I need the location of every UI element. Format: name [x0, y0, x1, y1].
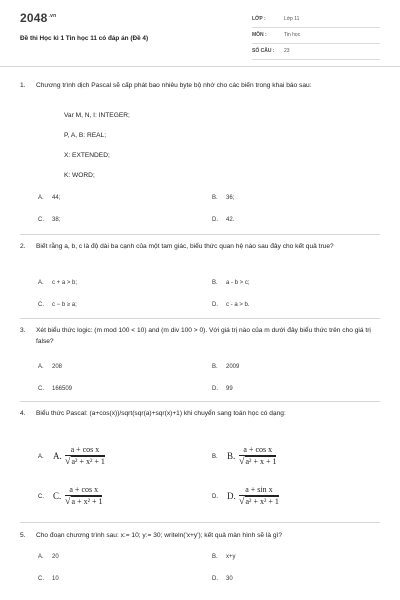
radicand: a + x² + 1	[71, 497, 103, 506]
option-a[interactable]	[38, 554, 59, 560]
question-number: 2.	[20, 243, 26, 250]
option-text: c - a > b.	[226, 302, 250, 308]
sqrt-sign: √	[65, 456, 71, 467]
option-d[interactable]	[212, 484, 362, 512]
option-inner-label: D.	[227, 491, 236, 501]
question-3	[20, 325, 380, 347]
option-text: 208	[52, 364, 63, 370]
question-4	[20, 408, 380, 430]
info-value: Lớp 11	[284, 16, 300, 22]
option-label: A.	[38, 364, 44, 370]
site-logo[interactable]	[20, 11, 56, 25]
option-b[interactable]	[212, 195, 234, 201]
option-c[interactable]	[38, 217, 60, 223]
info-row-subject	[252, 30, 380, 44]
numerator: a + cos x	[239, 444, 276, 456]
option-text: 30	[226, 576, 233, 582]
option-text: 99	[226, 386, 233, 392]
option-text: 42.	[226, 217, 235, 223]
option-label: B.	[212, 554, 218, 560]
option-c[interactable]	[38, 576, 59, 582]
option-d[interactable]	[212, 302, 250, 308]
option-label: A.	[38, 195, 44, 201]
question-1	[20, 80, 380, 102]
divider	[20, 522, 380, 523]
option-c[interactable]	[38, 484, 188, 512]
option-label: B.	[212, 364, 218, 370]
option-text: c + a > b;	[52, 280, 78, 286]
info-value: Tin học	[284, 32, 301, 38]
exam-info-table	[252, 14, 380, 62]
question-number: 4.	[20, 410, 26, 417]
option-text: 20	[52, 554, 59, 560]
sqrt-sign: √	[239, 456, 245, 467]
option-c[interactable]	[38, 302, 77, 308]
option-label: A.	[38, 454, 44, 460]
fraction-formula	[65, 484, 102, 508]
numerator: a + cos x	[65, 484, 102, 496]
option-c[interactable]	[38, 386, 72, 392]
option-text: 44;	[52, 195, 61, 201]
info-key: MÔN :	[252, 32, 267, 38]
question-number: 3.	[20, 327, 26, 334]
option-label: D.	[212, 386, 218, 392]
fraction-formula	[239, 484, 279, 508]
option-label: B.	[212, 195, 218, 201]
sqrt-sign: √	[239, 496, 245, 507]
code-line: X: EXTENDED;	[64, 152, 110, 159]
radicand: a² + x² + 1	[71, 457, 105, 466]
radicand: a² + x² + 1	[245, 497, 279, 506]
option-label: B.	[212, 454, 218, 460]
option-label: C.	[38, 302, 44, 308]
info-row-class	[252, 14, 380, 28]
option-d[interactable]	[212, 217, 234, 223]
document-title: Đề thi Học kì 1 Tin học 11 có đáp án (Đề 4)	[20, 35, 149, 42]
question-text: Xét biểu thức logic: (m mod 100 < 10) and (m div 100 > 0). Với giá trị nào của m dưới đây biểu thức trên cho giá trị false?	[36, 327, 371, 345]
option-inner-label: A.	[53, 451, 62, 461]
option-text: 166509	[52, 386, 73, 392]
sqrt-sign: √	[65, 496, 71, 507]
divider	[20, 401, 380, 402]
option-text: x+y	[226, 554, 236, 560]
logo-text: 2048	[20, 11, 48, 25]
option-d[interactable]	[212, 386, 233, 392]
option-label: D.	[212, 494, 218, 500]
option-label: C.	[38, 576, 44, 582]
header	[0, 0, 400, 67]
option-label: D.	[212, 302, 218, 308]
code-line: Var M, N, I: INTEGER;	[64, 112, 130, 119]
fraction-formula	[239, 444, 276, 468]
option-b[interactable]	[212, 280, 250, 286]
option-label: D.	[212, 217, 218, 223]
option-text: 10	[52, 576, 59, 582]
info-key: SỐ CÂU :	[252, 48, 275, 54]
radicand: a² + x + 1	[245, 457, 277, 466]
option-label: A.	[38, 280, 44, 286]
option-label: C.	[38, 386, 44, 392]
question-text: Biết rằng a, b, c là độ dài ba cạnh của một tam giác, biểu thức quan hệ nào sau đây cho kết quả true?	[36, 243, 334, 250]
option-inner-label: C.	[53, 491, 62, 501]
option-inner-label: B.	[227, 451, 236, 461]
option-a[interactable]	[38, 195, 60, 201]
option-label: C.	[38, 217, 44, 223]
option-label: D.	[212, 576, 218, 582]
question-text: Chương trình dịch Pascal sẽ cấp phát bao nhiêu byte bộ nhớ cho các biến trong khai báo sau:	[36, 82, 312, 89]
question-2	[20, 241, 380, 263]
logo-suffix: .vn	[48, 13, 57, 19]
option-d[interactable]	[212, 576, 233, 582]
option-b[interactable]	[212, 364, 239, 370]
code-line: P, A, B: REAL;	[64, 132, 107, 139]
question-number: 1.	[20, 82, 26, 89]
option-text: 36;	[226, 195, 235, 201]
question-number: 5.	[20, 532, 26, 539]
info-row-count	[252, 46, 380, 60]
question-5	[20, 530, 380, 541]
option-text: c − b ≥ a;	[52, 302, 77, 308]
option-text: 2009	[226, 364, 240, 370]
option-text: a - b > c;	[226, 280, 250, 286]
option-a[interactable]	[38, 444, 188, 472]
option-b[interactable]	[212, 444, 362, 472]
option-a[interactable]	[38, 280, 77, 286]
option-a[interactable]	[38, 364, 62, 370]
question-text: Cho đoạn chương trình sau: x:= 10; y:= 30; writeln('x+y'); kết quả màn hình sẽ là gì?	[36, 532, 283, 539]
code-line: K: WORD;	[64, 172, 95, 179]
info-value: 23	[284, 48, 290, 54]
divider	[20, 234, 380, 235]
numerator: a + sin x	[239, 484, 279, 496]
option-text: 38;	[52, 217, 61, 223]
option-label: B.	[212, 280, 218, 286]
info-key: LỚP :	[252, 16, 266, 22]
option-b[interactable]	[212, 554, 236, 560]
fraction-formula	[65, 444, 105, 468]
question-text: Biểu thức Pascal: (a+cos(x))/sqrt(sqr(a)+sqr(x)+1) khi chuyển sang toán học có dạng:	[36, 410, 286, 417]
numerator: a + cos x	[65, 444, 105, 456]
option-label: A.	[38, 554, 44, 560]
option-label: C.	[38, 494, 44, 500]
divider	[20, 318, 380, 319]
